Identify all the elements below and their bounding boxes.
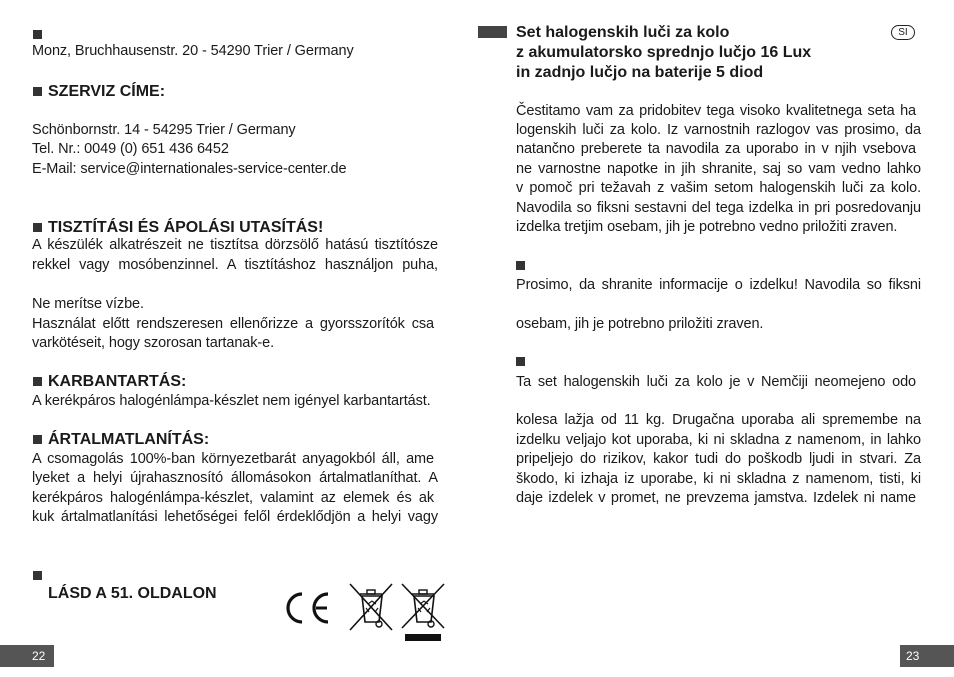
page-number-right: 23 <box>900 645 954 667</box>
intended-use-line: izdelku veljajo kot uporaba, ki ni skladna z namenom, in lahko <box>516 432 921 448</box>
intro-text-line: izdelka tretjim osebam, jih je potrebno vedno priložiti zraven. <box>516 219 898 235</box>
language-badge-si: SI <box>891 25 915 40</box>
bullet-square-icon <box>33 571 42 580</box>
keep-info-line: osebam, jih je potrebno priložiti zraven. <box>516 316 764 332</box>
cleaning-text-line: rekkel vagy mosóbenzinnel. A tisztításhoz használjon puha, <box>32 257 438 273</box>
service-phone-line: Tel. Nr.: 0049 (0) 651 436 6452 <box>32 141 229 157</box>
section-marker-bar <box>478 26 507 38</box>
bullet-square-icon <box>33 435 42 444</box>
bullet-square-icon <box>33 87 42 96</box>
bullet-square-icon <box>33 377 42 386</box>
cleaning-text-line: Használat előtt rendszeresen ellenőrizze a gyorsszorítók csa <box>32 316 434 332</box>
intended-use-line: škodo, ki izhaja iz uporabe, ki ni skladna z namenom, tisti, ki <box>516 471 921 487</box>
service-email-line: E-Mail: service@internationales-service-center.de <box>32 161 347 177</box>
right-subtitle-line: in zadnjo lučjo na baterije 5 diod <box>516 64 764 81</box>
intended-use-line: pripeljejo do rizikov, kakor tudi do poškodb ljudi in stvari. Za <box>516 451 921 467</box>
intended-use-line: kolesa lažja od 11 kg. Drugačna uporaba ali spremembe na <box>516 412 921 428</box>
intended-use-line: daje izdelek v promet, ne prevzema jamstva. Izdelek ni name <box>516 490 916 506</box>
disposal-text-line: kuk ártalmatlanítási lehetőségei felől érdeklődjön a helyi vagy <box>32 509 438 525</box>
disposal-text-line: A csomagolás 100%-ban környezetbarát anyagokból áll, ame <box>32 451 434 467</box>
bullet-square-icon <box>33 223 42 232</box>
intro-text-line: logenskih luči za kolo. Iz varnostnih razlogov vas prosimo, da <box>516 122 921 138</box>
intro-text-line: Navodila so fiksni sestavni del tega izdelka in pri posredovanju <box>516 200 921 216</box>
maintenance-text: A kerékpáros halogénlámpa-készlet nem igényel karbantartást. <box>32 393 431 409</box>
disposal-heading: ÁRTALMATLANÍTÁS: <box>48 431 210 448</box>
cleaning-heading: TISZTÍTÁSI ÉS ÁPOLÁSI UTASÍTÁS! <box>48 219 324 236</box>
weee-crossed-bin-bar-icon <box>400 582 446 642</box>
see-page-reference: LÁSD A 51. OLDALON <box>48 585 217 602</box>
cleaning-text-line: varkötéseit, hogy szorosan tartanak-e. <box>32 335 275 351</box>
intro-text-line: v pomoč pri težavah z vašim setom halogenskih luči za kolo. <box>516 180 921 196</box>
disposal-text-line: kerékpáros halogénlámpa-készlet, valamint az elemek és ak <box>32 490 434 506</box>
intended-use-line: Ta set halogenskih luči za kolo je v Nemčiji neomejeno odo <box>516 374 916 390</box>
intro-text-line: natančno preberete ta navodila za uporabo in v njih vsebova <box>516 141 916 157</box>
weee-crossed-bin-icon <box>348 582 394 632</box>
ce-mark-icon <box>282 590 334 626</box>
cleaning-text-line: A készülék alkatrészeit ne tisztítsa dörzsölő hatású tisztítósze <box>32 237 438 253</box>
manufacturer-address: Monz, Bruchhausenstr. 20 - 54290 Trier / Germany <box>32 43 354 59</box>
service-heading: SZERVIZ CÍME: <box>48 83 166 100</box>
right-title: Set halogenskih luči za kolo <box>516 24 730 41</box>
intro-text-line: ne varnostne napotke in jih shranite, saj so vam vedno lahko <box>516 161 921 177</box>
cleaning-text-line: Ne merítse vízbe. <box>32 296 144 312</box>
right-subtitle-line: z akumulatorsko sprednjo lučjo 16 Lux <box>516 44 812 61</box>
maintenance-heading: KARBANTARTÁS: <box>48 373 187 390</box>
bullet-square-icon <box>516 357 525 366</box>
bullet-square-icon <box>516 261 525 270</box>
keep-info-line: Prosimo, da shranite informacije o izdelku! Navodila so fiksni <box>516 277 921 293</box>
disposal-text-line: lyeket a helyi újrahasznosító állomásokon ártalmatlaníthat. A <box>32 470 438 486</box>
bullet-square-icon <box>33 30 42 39</box>
service-address-line: Schönbornstr. 14 - 54295 Trier / Germany <box>32 122 296 138</box>
intro-text-line: Čestitamo vam za pridobitev tega visoko kvalitetnega seta ha <box>516 103 916 119</box>
page-number-left: 22 <box>0 645 54 667</box>
